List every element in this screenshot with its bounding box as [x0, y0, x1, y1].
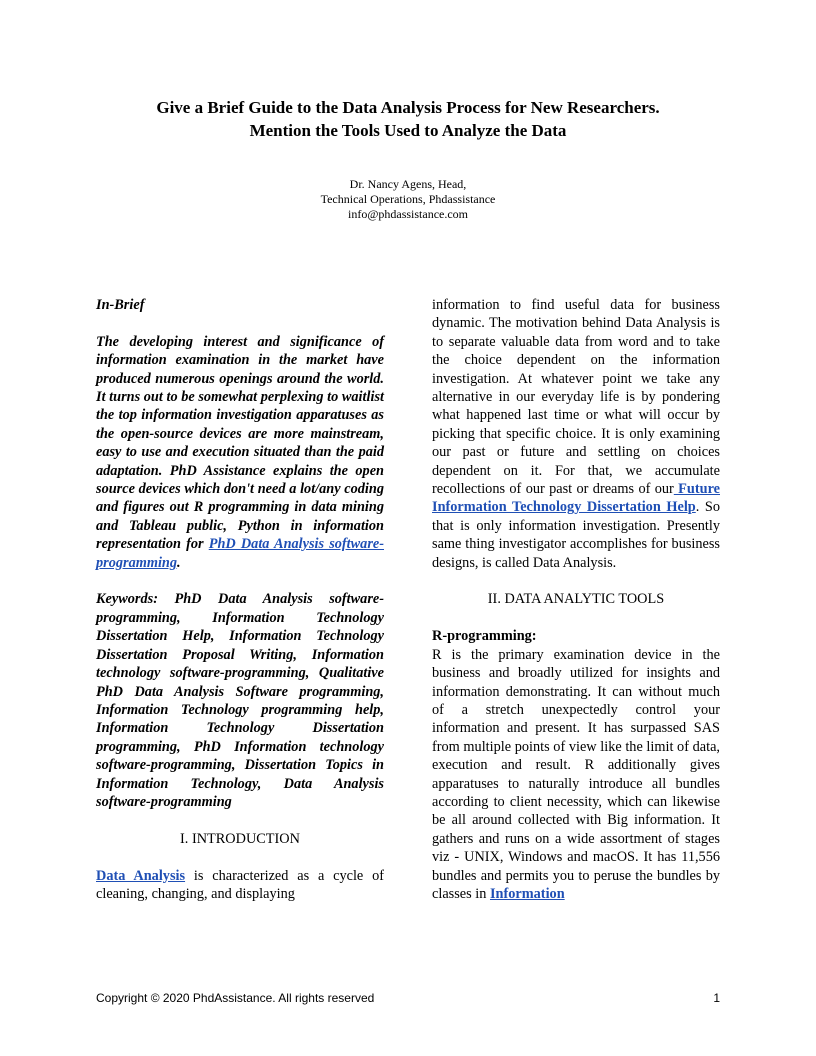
author-block: [160, 177, 656, 222]
author-name: Dr. Nancy Agens, Head,: [349, 177, 467, 191]
abstract-text: [96, 333, 384, 572]
intro-paragraph-continued: [432, 296, 720, 572]
author-email: info@phdassistance.com: [347, 207, 469, 221]
section-heading-tools: II. DATA ANALYTIC TOOLS: [487, 591, 665, 608]
subheading-r-programming: R-programming:: [432, 628, 537, 645]
page-footer: [96, 990, 720, 1006]
page-number: 1: [713, 991, 720, 1005]
r-programming-paragraph: [432, 646, 720, 904]
paper-title: [90, 96, 726, 142]
data-analysis-link[interactable]: Data Analysis: [96, 867, 186, 884]
intro-paragraph-start: [96, 867, 384, 904]
r-programming-text: R is the primary examination device in the business and broadly utilized for insights and information demonstrating. It can without much of a stretch unexpectedly control your information and present. It has surpassed SAS from multiple points of view like the limit of data, execution and result. R additionally gives apparatuses to naturally introduce all bundles according to client necessity, which can likewise be all around collected with Big information. It gathers and runs on a wide assortment of stages viz - UNIX, Windows and macOS. It has 11,556 bundles and permits you to peruse the bundles by classes in: [432, 646, 720, 902]
title-line-2: Mention the Tools Used to Analyze the Data: [249, 121, 567, 140]
intro-text-end: . So that is only information investigation. Presently same thing investigator accomplishes for business designs, is called Data Analysis.: [432, 499, 720, 571]
right-column: [432, 296, 720, 903]
intro-text-start: is characterized as a cycle of cleaning, changing, and displaying: [96, 867, 384, 902]
phd-data-analysis-link[interactable]: PhD Data Analysis software-programming: [96, 536, 384, 571]
abstract-body: The developing interest and significance of information examination in the market have produced numerous openings around the world. It turns out to be somewhat perplexing to waitlist the top information investigation apparatuses as the open-source devices are more mainstream, easy to use and execution situated than the paid adaptation. PhD Assistance explains the open source devices which don't need a lot/any coding and figures out R programming in data mining and Tableau public, Python in information representation for: [96, 333, 384, 553]
left-column: [96, 296, 384, 903]
title-line-1: Give a Brief Guide to the Data Analysis Process for New Researchers.: [156, 98, 660, 117]
author-affiliation: Technical Operations, Phdassistance: [320, 192, 496, 206]
information-link[interactable]: Information: [489, 885, 565, 902]
section-heading-introduction: I. INTRODUCTION: [180, 830, 300, 847]
copyright-text: Copyright © 2020 PhdAssistance. All rights reserved: [96, 991, 375, 1005]
future-it-dissertation-link[interactable]: Future Information Technology Dissertation Help: [432, 481, 720, 516]
keywords: Keywords: PhD Data Analysis software-programming, Information Technology Dissertation Help, Information Technology Dissertation Proposal Writing, Information technology software-programming, Qualitative PhD Data Analysis Software programming, Information Technology programming help, Information Technology Dissertation programming, PhD Information technology software-programming, Dissertation Topics in Information Technology, Data Analysis software-programming: [96, 591, 384, 810]
intro-text-continued: information to find useful data for business dynamic. The motivation behind Data Analysis is to separate valuable data from word and to take the choice dependent on the information investigation. At whatever point we take any alternative in our everyday life is by pondering what happened last time or what will occur by picking that specific choice. It is only examining our past or future and settling on choices dependent on it. For that, we accumulate recollections of our past or dreams of our: [432, 297, 720, 498]
abstract-heading: In-Brief: [96, 297, 145, 313]
abstract-end: .: [177, 554, 181, 571]
